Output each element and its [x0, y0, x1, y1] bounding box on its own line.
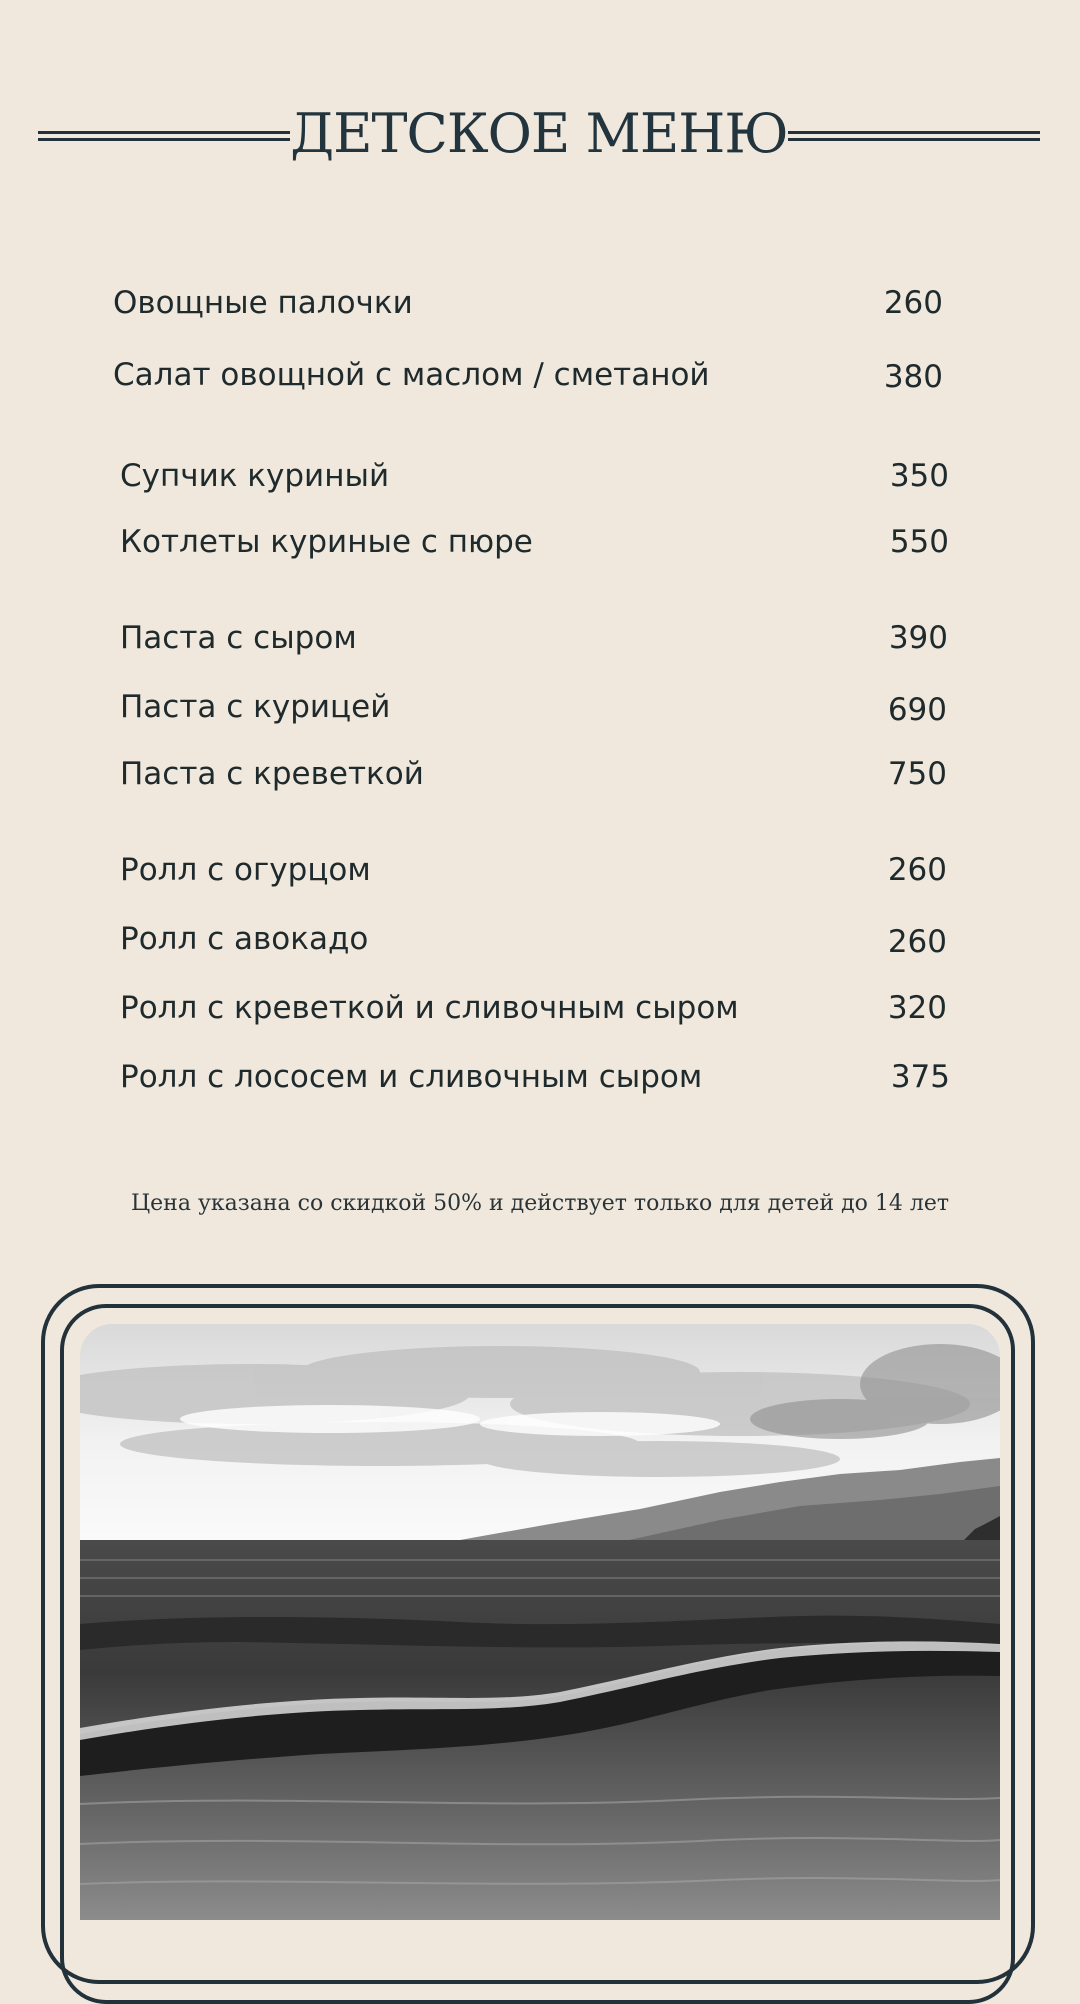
item-price: 260 [887, 924, 947, 960]
menu-item [120, 451, 950, 501]
item-price: 690 [887, 692, 947, 728]
item-price: 260 [883, 285, 943, 321]
menu-item [113, 350, 943, 400]
discount-note: Цена указана со скидкой 50% и действует только для детей до 14 лет [130, 1191, 950, 1216]
item-name: Ролл с креветкой и сливочным сыром [120, 990, 739, 1026]
seascape-illustration [80, 1324, 1000, 1920]
item-name: Салат овощной с маслом / сметаной [113, 357, 710, 393]
menu-item [120, 613, 950, 663]
item-price: 550 [889, 524, 949, 560]
header-rule-right [788, 131, 1040, 141]
item-price: 390 [888, 620, 948, 656]
item-name: Ролл с авокадо [120, 921, 369, 957]
menu-item [120, 517, 950, 567]
item-name: Паста с курицей [120, 689, 391, 725]
menu-item [120, 1052, 950, 1102]
menu-item [113, 278, 943, 328]
menu-title: ДЕТСКОЕ МЕНЮ [290, 102, 788, 165]
header-rule-left [38, 131, 290, 141]
menu-header [0, 100, 1080, 172]
item-name: Паста с креветкой [120, 756, 424, 792]
item-name: Ролл с лососем и сливочным сыром [120, 1059, 703, 1095]
item-price: 380 [883, 359, 943, 395]
item-price: 375 [890, 1059, 950, 1095]
menu-item [120, 845, 950, 895]
item-name: Котлеты куриные с пюре [120, 524, 533, 560]
item-price: 320 [887, 990, 947, 1026]
item-price: 260 [887, 852, 947, 888]
item-price: 750 [887, 756, 947, 792]
item-price: 350 [889, 458, 949, 494]
item-name: Супчик куриный [120, 458, 390, 494]
menu-item [120, 914, 950, 964]
item-name: Ролл с огурцом [120, 852, 371, 888]
menu-item [120, 682, 950, 732]
item-name: Паста с сыром [120, 620, 357, 656]
menu-item [120, 983, 950, 1033]
seascape-photo [80, 1324, 1000, 1920]
item-name: Овощные палочки [113, 285, 413, 321]
menu-item [120, 749, 950, 799]
